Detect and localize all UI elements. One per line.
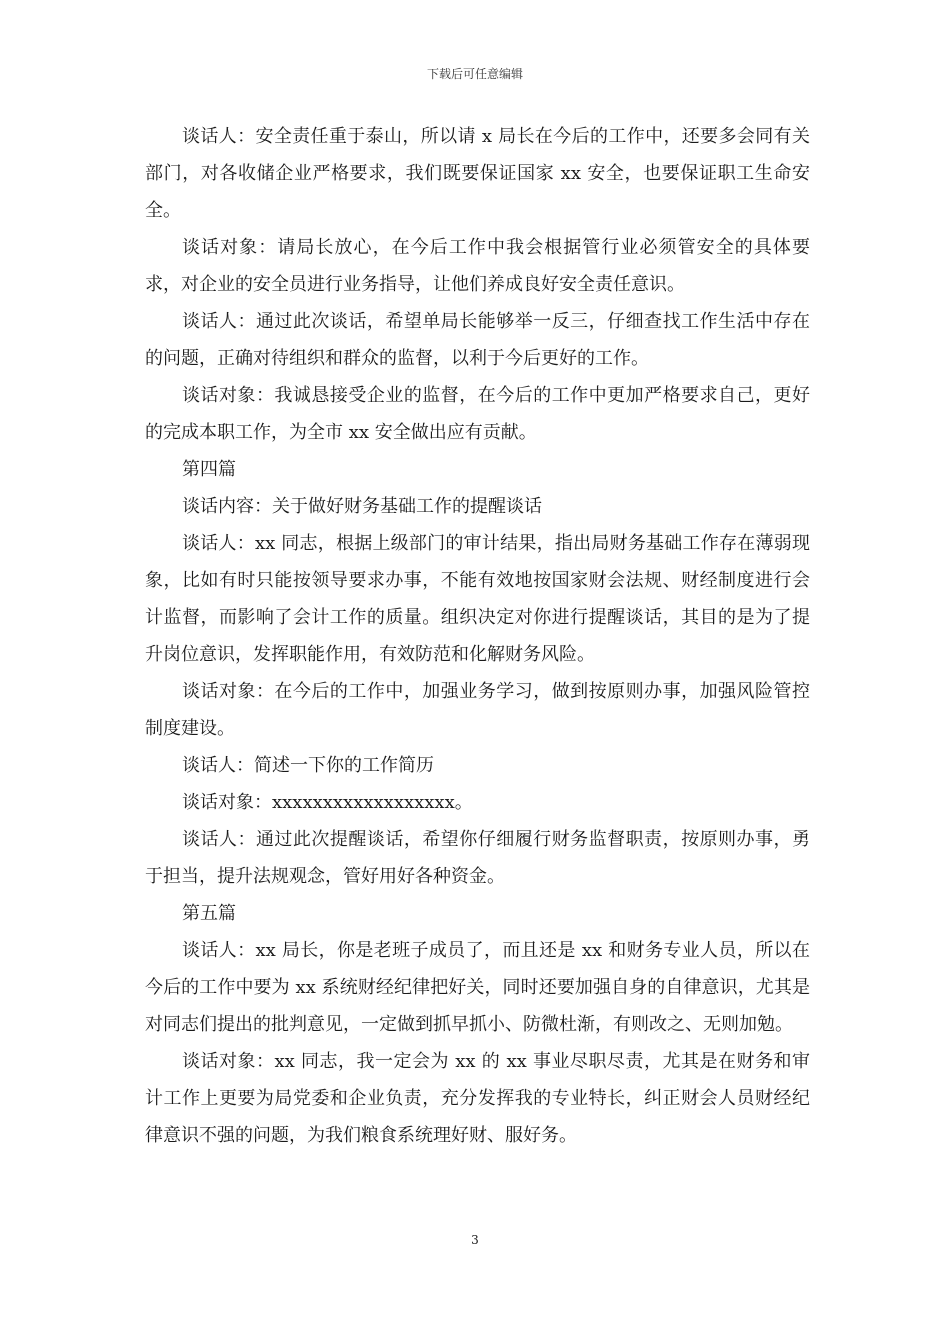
- paragraph: 谈话人：简述一下你的工作简历: [182, 755, 434, 776]
- paragraph: 谈话人：通过此次提醒谈话，希望你仔细履行财务监督职责，按原则办事，勇于担当，提升法规观念，管好用好各种资金。: [145, 829, 810, 887]
- paragraph: 谈话对象：xx 同志，我一定会为 xx 的 xx 事业尽职尽责，尤其是在财务和审计工作上更要为局党委和企业负责，充分发挥我的专业特长，纠正财会人员财经纪律意识不强的问题，为我们粮食系统理好财、服好务。: [145, 1051, 810, 1146]
- paragraph: 谈话对象：xxxxxxxxxxxxxxxxxx。: [182, 792, 473, 813]
- section-heading: 第五篇: [182, 903, 236, 924]
- paragraph: 谈话人：安全责任重于泰山，所以请 x 局长在今后的工作中，还要多会同有关部门，对各收储企业严格要求，我们既要保证国家 xx 安全，也要保证职工生命安全。: [145, 126, 810, 221]
- paragraph: 谈话对象：请局长放心，在今后工作中我会根据管行业必须管安全的具体要求，对企业的安全员进行业务指导，让他们养成良好安全责任意识。: [145, 237, 810, 295]
- paragraph: 谈话对象：在今后的工作中，加强业务学习，做到按原则办事，加强风险管控制度建设。: [145, 681, 810, 739]
- document-body: [145, 118, 810, 1154]
- page-header: 下载后可任意编辑: [426, 67, 523, 81]
- section-heading: 第四篇: [182, 459, 236, 480]
- paragraph: 谈话人：xx 局长，你是老班子成员了，而且还是 xx 和财务专业人员，所以在今后的工作中要为 xx 系统财经纪律把好关，同时还要加强自身的自律意识，尤其是对同志们提出的批判意见，一定做到抓早抓小、防微杜渐，有则改之、无则加勉。: [145, 940, 810, 1035]
- page-number: 3: [471, 1233, 479, 1247]
- paragraph: 谈话人：xx 同志，根据上级部门的审计结果，指出局财务基础工作存在薄弱现象，比如有时只能按领导要求办事，不能有效地按国家财会法规、财经制度进行会计监督，而影响了会计工作的质量。组织决定对你进行提醒谈话，其目的是为了提升岗位意识，发挥职能作用，有效防范和化解财务风险。: [145, 533, 810, 665]
- paragraph: 谈话内容：关于做好财务基础工作的提醒谈话: [182, 496, 542, 517]
- paragraph: 谈话人：通过此次谈话，希望单局长能够举一反三，仔细查找工作生活中存在的问题，正确对待组织和群众的监督，以利于今后更好的工作。: [145, 311, 810, 369]
- paragraph: 谈话对象：我诚恳接受企业的监督，在今后的工作中更加严格要求自己，更好的完成本职工作，为全市 xx 安全做出应有贡献。: [145, 385, 810, 443]
